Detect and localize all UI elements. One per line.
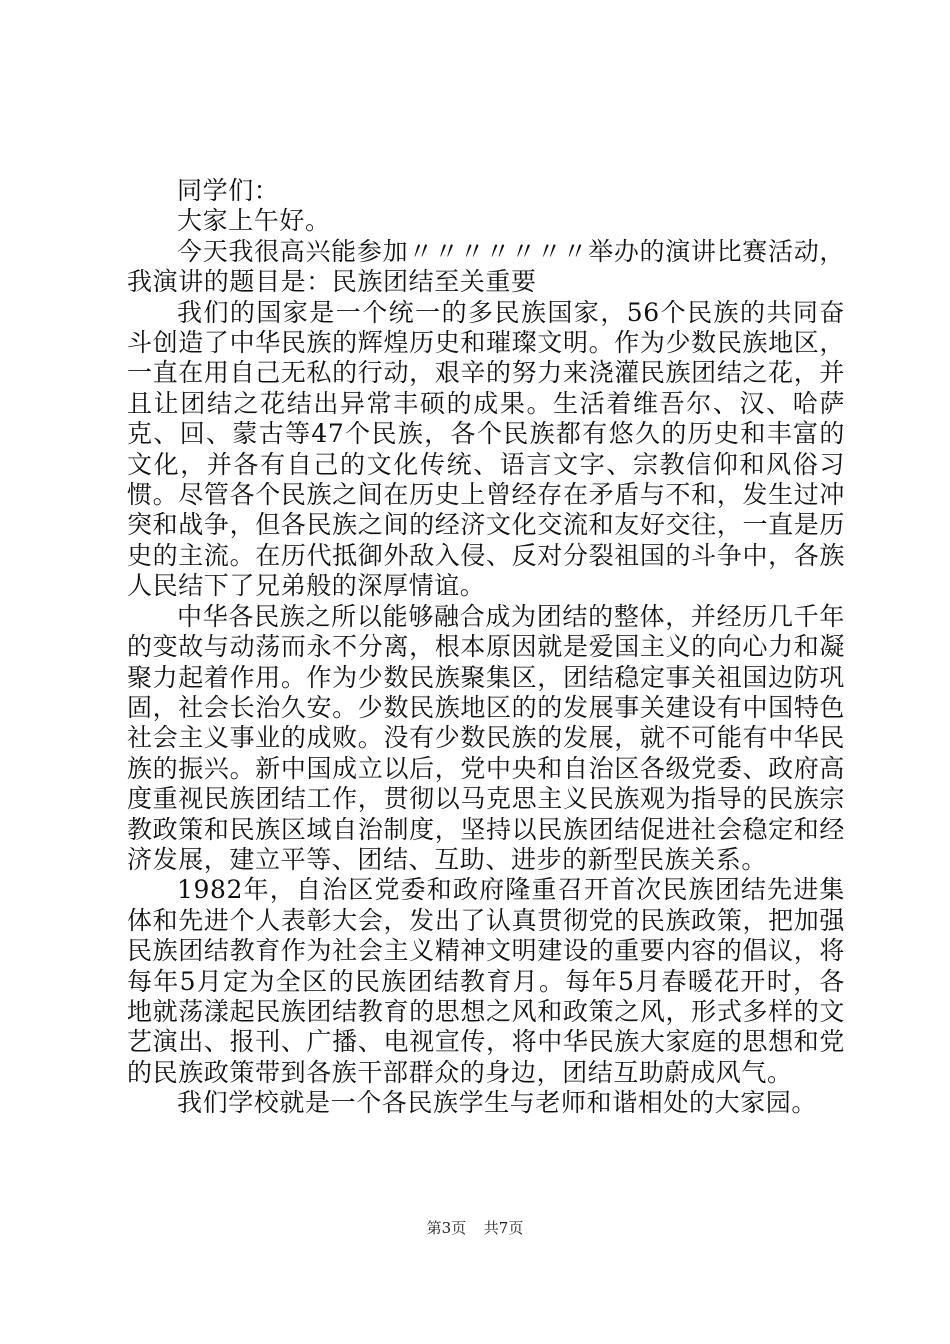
paragraph-1982: 1982年，自治区党委和政府隆重召开首次民族团结先进集体和先进个人表彰大会，发出了认真贯彻党的民族政策，把加强民族团结教育作为社会主义精神文明建设的重要内容的倡议，将每年5月定为全区的民族团结教育月。每年5月春暖花开时，各地就荡漾起民族团结教育的思想之风和政策之风，形式多样的文艺演出、报刊、广播、电视宣传，将中华民族大家庭的思想和党的民族政策带到各族干部群众的身边，团结互助蔚成风气。: [127, 875, 845, 1087]
speech-body: [127, 176, 845, 1119]
paragraph-intro: 今天我很高兴能参加〃〃〃〃〃〃〃举办的演讲比赛活动，我演讲的题目是：民族团结至关重要: [127, 236, 845, 297]
greeting-line: 同学们：: [177, 176, 280, 205]
page-footer: [0, 1218, 950, 1238]
page-number: 第3页: [426, 1219, 467, 1237]
paragraph-nation: 我们的国家是一个统一的多民族国家，56个民族的共同奋斗创造了中华民族的辉煌历史和璀璨文明。作为少数民族地区，一直在用自己无私的行动，艰辛的努力来浇灌民族团结之花，并且让团结之花结出异常丰硕的成果。生活着维吾尔、汉、哈萨克、回、蒙古等47个民族，各个民族都有悠久的历史和丰富的文化，并各有自己的文化传统、语言文字、宗教信仰和风俗习惯。尽管各个民族之间在历史上曾经存在矛盾与不和，发生过冲突和战争，但各民族之间的经济文化交流和友好交往，一直是历史的主流。在历代抵御外敌入侵、反对分裂祖国的斗争中，各族人民结下了兄弟般的深厚情谊。: [127, 297, 845, 601]
opening-line: 大家上午好。: [177, 206, 331, 236]
paragraph-unity: 中华各民族之所以能够融合成为团结的整体，并经历几千年的变故与动荡而永不分离，根本原因就是爱国主义的向心力和凝聚力起着作用。作为少数民族聚集区，团结稳定事关祖国边防巩固，社会长治久安。少数民族地区的的发展事关建设有中国特色社会主义事业的成败。没有少数民族的发展，就不可能有中华民族的振兴。新中国成立以后，党中央和自治区各级党委、政府高度重视民族团结工作，贯彻以马克思主义民族观为指导的民族宗教政策和民族区域自治制度，坚持以民族团结促进社会稳定和经济发展，建立平等、团结、互助、进步的新型民族关系。: [127, 601, 845, 874]
page-total: 共7页: [483, 1219, 524, 1237]
paragraph-school: 我们学校就是一个各民族学生与老师和谐相处的大家园。: [177, 1088, 818, 1118]
